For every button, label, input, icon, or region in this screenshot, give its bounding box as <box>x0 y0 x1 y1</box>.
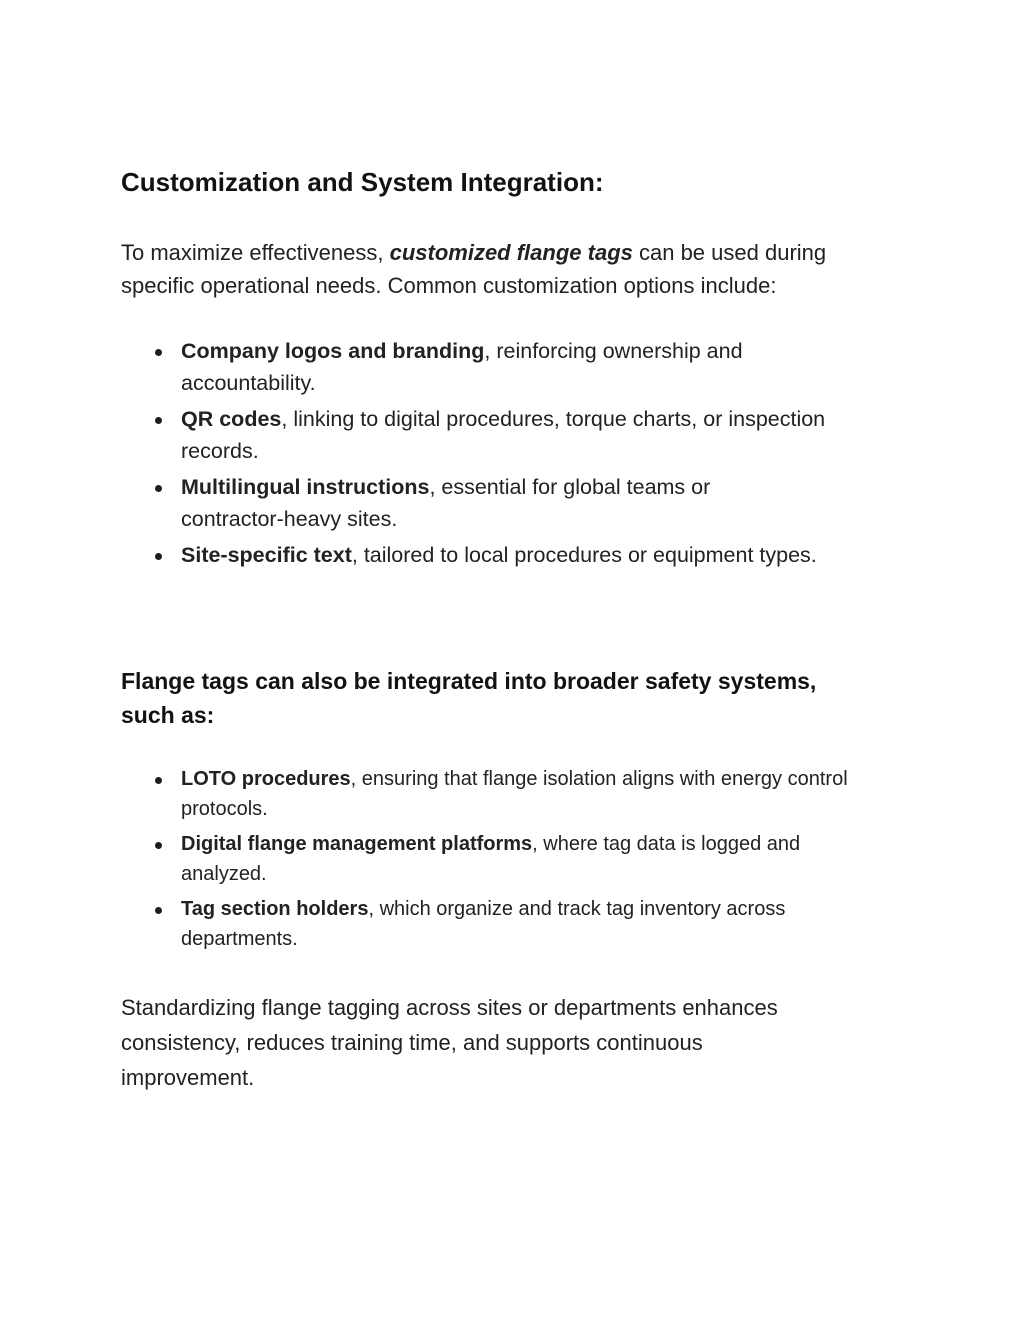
list-item-lead: Site-specific text <box>181 543 352 567</box>
list-item-lead: Digital flange management platforms <box>181 833 533 855</box>
bullet-icon <box>155 553 162 560</box>
list-item-digital-platforms <box>121 829 873 889</box>
list-item-lead: Multilingual instructions <box>181 475 430 499</box>
list-item-text: , tailored to local procedures or equipment types. <box>351 543 817 567</box>
list-item-lead: QR codes <box>181 407 282 431</box>
list-item-text: , essential for global teams or <box>429 475 711 499</box>
intro-paragraph <box>121 236 869 302</box>
bullet-icon <box>155 349 162 356</box>
list-item-loto-procedures <box>121 764 873 824</box>
list-item-text: , where tag data is logged and analyzed. <box>181 833 801 885</box>
list-item-lead: Company logos and branding <box>181 339 485 363</box>
bullet-icon <box>155 842 162 849</box>
section-heading-customization: Customization and System Integration: <box>121 167 604 197</box>
intro-text-end: can be used during specific operational needs. Common customization options include: <box>121 240 827 298</box>
bullet-icon <box>155 907 162 914</box>
list-item-site-specific-text <box>121 539 850 571</box>
list-item-text: , ensuring that flange isolation aligns with energy control protocols. <box>181 768 848 820</box>
list-item-company-logos <box>121 335 850 399</box>
section-heading-integration: Flange tags can also be integrated into broader safety systems, such as: <box>121 668 817 728</box>
customization-options-list <box>121 335 850 571</box>
list-item-multilingual-instructions <box>121 471 850 535</box>
list-item-tag-section-holders <box>121 894 873 954</box>
list-item-lead: Tag section holders <box>181 898 369 920</box>
list-item-lead: LOTO procedures <box>181 768 351 790</box>
closing-paragraph: Standardizing flange tagging across sites or departments enhances consistency, reduces training time, and supports continuous improvement. <box>121 995 778 1090</box>
list-item-text: sites. <box>341 507 398 531</box>
bullet-icon <box>155 777 162 784</box>
list-item-text: , linking to digital procedures, torque charts, or inspection records. <box>181 407 826 463</box>
bullet-icon <box>155 417 162 424</box>
list-item-text: , which organize and track tag inventory across departments. <box>181 898 786 950</box>
safety-systems-list <box>121 764 873 954</box>
list-item-text: contractor-heavy <box>181 507 342 531</box>
list-item-text: , reinforcing ownership and accountability. <box>181 339 743 395</box>
intro-text-start: To maximize effectiveness, <box>121 240 390 265</box>
bullet-icon <box>155 485 162 492</box>
list-item-qr-codes <box>121 403 850 467</box>
intro-emphasis-customized-flange-tags: customized flange tags <box>389 240 633 265</box>
